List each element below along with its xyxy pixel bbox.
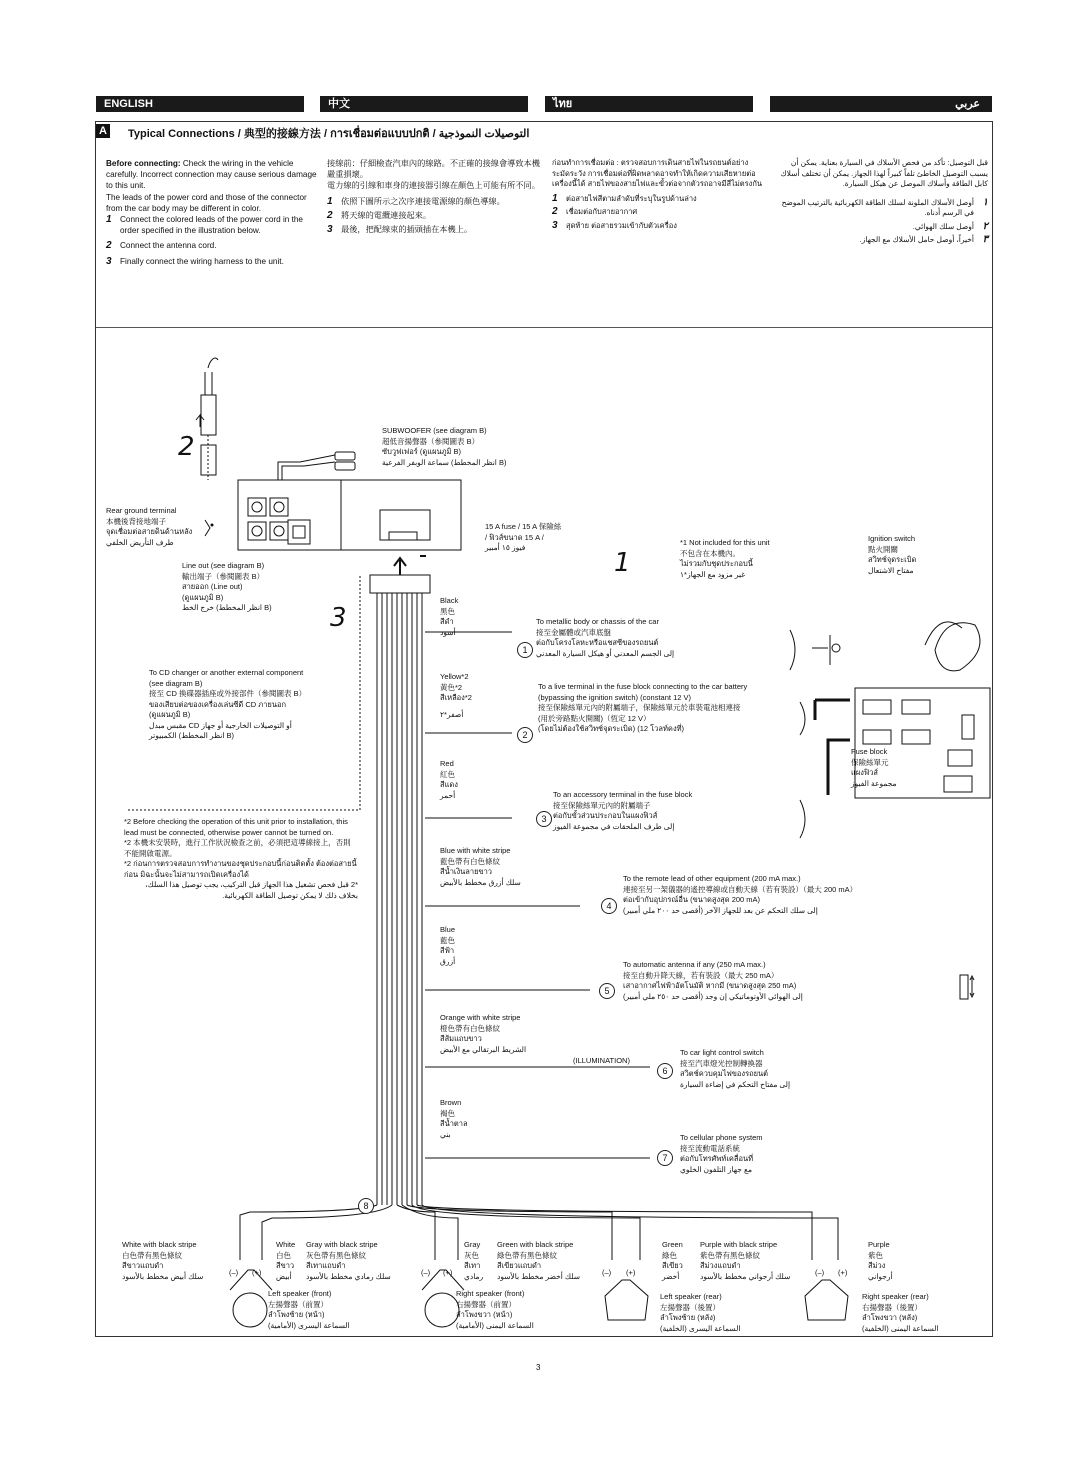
rear-ground-label: Rear ground terminal 本機後背接地端子 จุดเชื่อมต่อสายดินด้านหลัง طرف التأريض الخلفي: [106, 506, 193, 547]
cd-changer-label: To CD changer or another external component (see diagram B) 接至 CD 換碟器插座或外接部件（參閱圖表 B） ของเสียบต่อของเครื่องเล่นซีดี CD ภายนอก (ดูแผนภูมิ B) مقبس مبدل CD أو التوصيلات الخارجية أو جهاز الكمبيوتر (انظر المخطط B): [149, 668, 307, 740]
polarity-plus: (+): [626, 1268, 636, 1277]
line-out-label: Line out (see diagram B) 輸出端子（參閱圖表 B） สายออก (Line out) (ดูแผนภูมิ B) خرج الخط (انظر المخطط B): [182, 561, 272, 612]
diagram-step-1: 1: [614, 548, 631, 578]
connection-7-marker: 7: [657, 1150, 673, 1166]
diagram-step-3: 3: [330, 603, 347, 633]
right-front-speaker-label: Right speaker (front) 右揚聲器（前置） ลำโพงขวา (หน้า) السماعة اليمنى (الأمامية): [456, 1289, 534, 1330]
polarity-plus: (+): [838, 1268, 848, 1277]
wire-blue-destination: To automatic antenna if any (250 mA max.) 接至自動升降天線，若有裝設（最大 250 mA） เสาอากาศไฟฟ้าอัตโนมัติ หากมี (ขนาดสูงสุด 250 mA) إلى الهوائي الأوتوماتيكي إن وجد (أقصى حد ٢٥٠ ملي أمبير): [623, 960, 803, 1001]
th-step-3: 3 สุดท้าย ต่อสายรวมเข้ากับตัวเครื่อง: [552, 219, 677, 231]
connection-8-marker: 8: [358, 1198, 374, 1214]
step-1: 1 Connect the colored leads of the power cord in the order specified in the illustration below.: [106, 214, 303, 236]
wire-blue-color: Blue 藍色 สีฟ้า أزرق: [440, 925, 456, 966]
wire-blue-white-destination: To the remote lead of other equipment (200 mA max.) 連接至另一架儀器的遙控導線或自動天線（若有裝設）（最大 200 mA） ต่อเข้ากับอุปกรณ์อื่น (ขนาดสูงสุด 200 mA) إلى سلك التحكم عن بعد للجهاز الآخر (أقصى حد ٢٠٠ ملي أمبير): [623, 874, 858, 915]
wire-red-destination: To an accessory terminal in the fuse block 接至保險絲單元內的附屬端子 ต่อกับขั้วส่วนประกอบในแผงฟิวส์ إلى طرف الملحقات في مجموعة الفيوز: [553, 790, 693, 831]
ar-step-3: ٣ أخيراً، أوصل حامل الأسلاك مع الجهاز.: [859, 234, 988, 245]
left-rear-speaker-label: Left speaker (rear) 左揚聲器（後置） ลำโพงซ้าย (หลัง) السماعة اليسرى (الخلفية): [660, 1292, 741, 1333]
spk-white-black-label: White with black stripe 白色帶有黑色條紋 สีขาวแถบดำ سلك أبيض مخطط بالأسود: [122, 1240, 204, 1281]
ar-step-1: ١ أوصل الأسلاك الملونة لسلك الطاقة الكهربائية بالترتيب الموضح في الرسم أدناه.: [781, 196, 988, 217]
fuse-block-label: Fuse block 保險絲單元 แผงฟิวส์ مجموعة الفيوز: [851, 747, 897, 788]
before-connecting-text: Check the wiring in the vehicle carefully. Incorrect connection may cause serious damage to this unit.: [106, 159, 317, 191]
section-letter: A: [96, 124, 110, 138]
leads-note: The leads of the power cord and those of the connector from the car body may be different in color.: [106, 192, 307, 213]
fuse-label: 15 A fuse / 15 A 保險絲 / ฟิวส์ขนาด 15 A / فيوز ١٥ أمبير: [485, 522, 562, 552]
wire-brown-destination: To cellular phone system 接至流動電話系統 ต่อกับโทรศัพท์เคลื่อนที่ مع جهاز التلفون الخلوي: [680, 1133, 763, 1174]
cn-step-2: 2 將天線的電纜連接起來。: [327, 209, 432, 221]
tab-thai: ไทย: [545, 96, 753, 112]
connection-4-marker: 4: [601, 898, 617, 914]
spk-purple-label: Purple 紫色 สีม่วง أرجواني: [868, 1240, 893, 1281]
cn-step-1: 1 依照下圖所示之次序連接電源線的顏色導線。: [327, 195, 505, 207]
power-note: *2 Before checking the operation of this unit prior to installation, this lead must be connected, otherwise power cannot be turned on. *2 本機未安裝時，進行工作狀況檢查之前，必須把這導線接上，否則不能開啟電源。 *2 ก่อนการตรวจสอบการทำงานของชุดประกอบนี้ก่อนติดตั้ง ต้องต่อสายนี้ก่อน มิฉะนั้นจะไม่สามารถเปิดเครื่องได้ *2 قبل فحص تشغيل هذا الجهاز قبل التركيب، يجب توصيل هذا السلك، بخلاف ذلك لا يمكن توصيل الطاقة الكهربائية.: [124, 817, 358, 900]
wire-blue-white-color: Blue with white stripe 藍色帶有白色條紋 สีน้ำเงินลายขาว سلك أزرق مخطط بالأبيض: [440, 846, 521, 887]
cn-step-3: 3 最後，把配線束的插頭插在本機上。: [327, 224, 473, 236]
tab-arabic: عربي: [770, 96, 992, 112]
spk-gray-black-label: Gray with black stripe 灰色帶有黑色條紋 สีเทาแถบดำ سلك رمادي مخطط بالأسود: [306, 1240, 391, 1281]
step-3: 3 Finally connect the wiring harness to the unit.: [106, 255, 284, 267]
wire-orange-color: Orange with white stripe 橙色帶有白色條紋 สีส้มแถบขาว الشريط البرتقالي مع الأبيض: [440, 1013, 527, 1054]
cn-intro: 接線前：仔細檢查汽車內的線路。不正確的接線會導致本機嚴重損壞。: [327, 159, 540, 180]
illumination-label: (ILLUMINATION): [573, 1056, 630, 1065]
connection-6-marker: 6: [657, 1063, 673, 1079]
connection-3-marker: 3: [536, 811, 552, 827]
not-included-label: *1 Not included for this unit 不包含在本機內。 ไม่รวมกับชุดประกอบนี้ غير مزود مع الجهاز*١: [680, 538, 770, 579]
th-step-2: 2 เชื่อมต่อกับสายอากาศ: [552, 206, 638, 217]
th-intro: ก่อนทำการเชื่อมต่อ : ตรวจสอบการเดินสายไฟในรถยนต์อย่างระมัดระวัง การเชื่อมต่อที่ผิดพลาดอาจทำให้เกิดความเสียหายต่อเครื่องนี้ได้ สายไฟของสายไฟและขั้วต่อจากตัวรถอาจมีสีไม่ตรงกัน: [552, 158, 762, 188]
polarity-plus: (+): [252, 1268, 262, 1277]
polarity-minus: (–): [229, 1268, 239, 1277]
polarity-plus: (+): [443, 1268, 453, 1277]
polarity-minus: (–): [602, 1268, 612, 1277]
step-2: 2 Connect the antenna cord.: [106, 240, 217, 252]
connection-2-marker: 2: [517, 727, 533, 743]
wire-yellow-color: Yellow*2 黃色*2 สีเหลือง*2 أصفر*٢: [440, 672, 472, 719]
polarity-minus: (–): [815, 1268, 825, 1277]
connection-5-marker: 5: [599, 983, 615, 999]
wire-yellow-destination: To a live terminal in the fuse block connecting to the car battery (bypassing the ignition switch) (constant 12 V) 接至保險絲單元內的附屬端子，保險絲單元於車裝電池相連接 (用於旁路點火開關)（恆定 12 V） (โดยไม่ต้องใช้สวิทช์จุดระเบิด) (12 โวลท์คงที่): [538, 682, 748, 733]
tab-chinese: 中文: [320, 96, 528, 112]
subwoofer-label: SUBWOOFER (see diagram B) 超低音揚聲器（參閱圖表 B） ซับวูฟเฟอร์ (ดูแผนภูมิ B) سماعة الوبفر الفرعية (انظر المخطط B): [382, 426, 507, 467]
right-rear-speaker-label: Right speaker (rear) 右揚聲器（後置） ลำโพงขวา (หลัง) السماعة اليمنى (الخلفية): [862, 1292, 939, 1333]
ignition-switch-label: Ignition switch 點火開關 สวิทช์จุดระเบิด مفتاح الاشتعال: [868, 534, 917, 575]
th-step-1: 1 ต่อสายไฟสีตามลำดับที่ระบุในรูปด้านล่าง: [552, 192, 697, 204]
polarity-minus: (–): [421, 1268, 431, 1277]
spk-white-label: White 白色 สีขาว أبيض: [276, 1240, 296, 1281]
left-front-speaker-label: Left speaker (front) 左揚聲器（前置） ลำโพงซ้าย (หน้า) السماعة اليسرى (الأمامية): [268, 1289, 350, 1330]
diagram-step-2: 2: [178, 432, 195, 462]
tab-english: ENGLISH: [96, 96, 304, 112]
wire-black-destination: To metallic body or chassis of the car 接至金屬體或汽車底盤 ต่อกับโครงโลหะหรือแชสซีของรถยนต์ إلى الجسم المعدني أو هيكل السيارة المعدني: [536, 617, 675, 658]
wire-brown-color: Brown 褐色 สีน้ำตาล بني: [440, 1098, 468, 1139]
cn-leads: 電力線的引線和車身的連接器引線在顏色上可能有所不同。: [327, 181, 540, 191]
wire-orange-destination: To car light control switch 接至汽車燈光控制轉換器 สวิตช์ควบคุมไฟของรถยนต์ إلى مفتاح التحكم في إضاءة السيارة: [680, 1048, 791, 1089]
spk-gray-label: Gray 灰色 สีเทา رمادي: [464, 1240, 484, 1281]
section-title: Typical Connections / 典型的接線方法 / การเชื่อมต่อแบบปกติ / التوصيلات النموذجية: [128, 128, 530, 140]
page-number: 3: [536, 1363, 541, 1372]
spk-green-label: Green 綠色 สีเขียว أخضر: [662, 1240, 683, 1281]
before-connecting-label: Before connecting:: [106, 159, 181, 168]
spk-green-black-label: Green with black stripe 綠色帶有黑色條紋 สีเขียวแถบดำ سلك أخضر مخطط بالأسود: [497, 1240, 580, 1281]
wire-black-color: Black 黑色 สีดำ أسود: [440, 596, 459, 637]
ar-step-2: ٢ أوصل سلك الهوائي.: [912, 220, 988, 232]
wire-red-color: Red 紅色 สีแดง أحمر: [440, 759, 458, 800]
ar-intro: قبل التوصيل: تأكد من فحص الأسلاك في السيارة بعناية. يمكن أن يسبب التوصيل الخاطئ تلفاً كبيراً لهذا الجهاز. يمكن أن تختلف أسلاك كابل الطاقة وأسلاك الموصل عن هيكل السيارة.: [780, 158, 988, 188]
spk-purple-black-label: Purple with black stripe 紫色帶有黑色條紋 สีม่วงแถบดำ سلك أرجواني مخطط بالأسود: [700, 1240, 791, 1281]
connection-1-marker: 1: [517, 642, 533, 658]
